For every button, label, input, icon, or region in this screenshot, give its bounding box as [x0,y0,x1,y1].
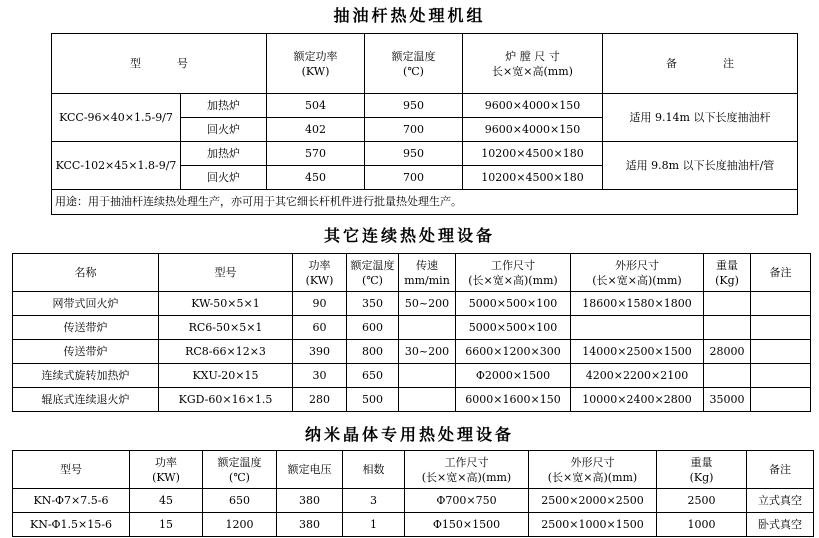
sucker-rod-table [51,33,798,215]
header-phase: 相数 [343,451,405,489]
voltage-cell: 380 [277,489,343,513]
continuous-equipment-table [12,253,811,412]
power-cell: 450 [267,166,365,190]
furnace-kind: 回火炉 [181,166,267,190]
model-cell: KCC-102×45×1.8-9/7 [52,142,181,190]
weight-cell [704,364,751,388]
size-cell: 10200×4500×180 [463,142,603,166]
name-cell: 传送带炉 [13,316,159,340]
header-speed: 传速 mm/min [399,254,456,292]
phase-cell: 1 [343,513,405,537]
title-nanocrystal-equipment: 纳米晶体专用热处理设备 [304,425,514,444]
outer-size-cell: 18600×1580×1800 [571,292,704,316]
table-row [13,364,811,388]
furnace-kind: 加热炉 [181,94,267,118]
header-outer-size: 外形尺寸 (长×宽×高)(mm) [529,451,657,489]
work-size-cell: Φ150×1500 [405,513,529,537]
outer-size-cell: 10000×2400×2800 [571,388,704,412]
note-cell: 立式真空 [747,489,814,513]
power-cell: 15 [130,513,203,537]
temp-cell: 800 [347,340,399,364]
temp-cell: 650 [347,364,399,388]
header-temp: 额定温度 (℃) [203,451,277,489]
header-note: 备注 [751,254,811,292]
header-power: 功率 (KW) [130,451,203,489]
furnace-kind: 加热炉 [181,142,267,166]
outer-size-cell: 4200×2200×2100 [571,364,704,388]
note-cell: 适用 9.8m 以下长度抽油杆/管 [603,142,798,190]
usage-note: 用途：用于抽油杆连续热处理生产，亦可用于其它细长杆机件进行批量热处理生产。 [52,190,798,215]
phase-cell: 3 [343,489,405,513]
title-sucker-rod-unit: 抽油杆热处理机组 [333,6,486,25]
note-cell [751,316,811,340]
work-size-cell: 6000×1600×150 [456,388,571,412]
header-power: 功率 (KW) [293,254,347,292]
outer-size-cell [571,316,704,340]
note-cell: 适用 9.14m 以下长度抽油杆 [603,94,798,142]
work-size-cell: Φ2000×1500 [456,364,571,388]
speed-cell [399,388,456,412]
header-note: 备注 [747,451,814,489]
model-cell: KCC-96×40×1.5-9/7 [52,94,181,142]
name-cell: 辊底式连续退火炉 [13,388,159,412]
outer-size-cell: 14000×2500×1500 [571,340,704,364]
table-row [13,292,811,316]
header-power: 额定功率 (KW) [267,34,365,94]
table-row [13,489,814,513]
header-work-size: 工作尺寸 (长×宽×高)(mm) [456,254,571,292]
temp-cell: 700 [365,118,463,142]
header-temp: 额定温度 (℃) [365,34,463,94]
table-row [13,513,814,537]
power-cell: 570 [267,142,365,166]
weight-cell: 35000 [704,388,751,412]
work-size-cell: Φ700×750 [405,489,529,513]
model-cell: RC6-50×5×1 [159,316,293,340]
model-cell: KW-50×5×1 [159,292,293,316]
header-work-size: 工作尺寸 (长×宽×高)(mm) [405,451,529,489]
name-cell: 连续式旋转加热炉 [13,364,159,388]
header-model: 型号 [159,254,293,292]
table-row [13,316,811,340]
temp-cell: 600 [347,316,399,340]
temp-cell: 500 [347,388,399,412]
speed-cell [399,316,456,340]
table-row [13,388,811,412]
work-size-cell: 5000×500×100 [456,292,571,316]
outer-size-cell: 2500×1000×1500 [529,513,657,537]
size-cell: 10200×4500×180 [463,166,603,190]
power-cell: 30 [293,364,347,388]
speed-cell: 30~200 [399,340,456,364]
model-cell: KN-Φ1.5×15-6 [13,513,130,537]
model-cell: RC8-66×12×3 [159,340,293,364]
header-voltage: 额定电压 [277,451,343,489]
furnace-kind: 回火炉 [181,118,267,142]
table-row [13,340,811,364]
note-cell [751,388,811,412]
size-cell: 9600×4000×150 [463,94,603,118]
header-model: 型 号 [52,34,267,94]
work-size-cell: 5000×500×100 [456,316,571,340]
weight-cell: 1000 [657,513,747,537]
temp-cell: 650 [203,489,277,513]
temp-cell: 350 [347,292,399,316]
header-model: 型号 [13,451,130,489]
outer-size-cell: 2500×2000×2500 [529,489,657,513]
note-cell [751,292,811,316]
temp-cell: 950 [365,94,463,118]
nanocrystal-equipment-table [12,450,814,537]
header-weight: 重量 (Kg) [657,451,747,489]
header-name: 名称 [13,254,159,292]
header-chamber-size: 炉 膛 尺 寸 长×宽×高(mm) [463,34,603,94]
power-cell: 390 [293,340,347,364]
header-note: 备 注 [603,34,798,94]
weight-cell [704,292,751,316]
weight-cell [704,316,751,340]
note-cell [751,340,811,364]
work-size-cell: 6600×1200×300 [456,340,571,364]
power-cell: 504 [267,94,365,118]
note-cell [751,364,811,388]
model-cell: KGD-60×16×1.5 [159,388,293,412]
size-cell: 9600×4000×150 [463,118,603,142]
power-cell: 402 [267,118,365,142]
temp-cell: 1200 [203,513,277,537]
header-weight: 重量 (Kg) [704,254,751,292]
voltage-cell: 380 [277,513,343,537]
power-cell: 280 [293,388,347,412]
model-cell: KN-Φ7×7.5-6 [13,489,130,513]
speed-cell [399,364,456,388]
weight-cell: 2500 [657,489,747,513]
name-cell: 网带式回火炉 [13,292,159,316]
header-temp: 额定温度 (℃) [347,254,399,292]
power-cell: 60 [293,316,347,340]
model-cell: KXU-20×15 [159,364,293,388]
power-cell: 45 [130,489,203,513]
speed-cell: 50~200 [399,292,456,316]
temp-cell: 700 [365,166,463,190]
note-cell: 卧式真空 [747,513,814,537]
title-continuous-equipment: 其它连续热处理设备 [323,226,495,245]
header-outer-size: 外形尺寸 (长×宽×高)(mm) [571,254,704,292]
weight-cell: 28000 [704,340,751,364]
temp-cell: 950 [365,142,463,166]
power-cell: 90 [293,292,347,316]
name-cell: 传送带炉 [13,340,159,364]
